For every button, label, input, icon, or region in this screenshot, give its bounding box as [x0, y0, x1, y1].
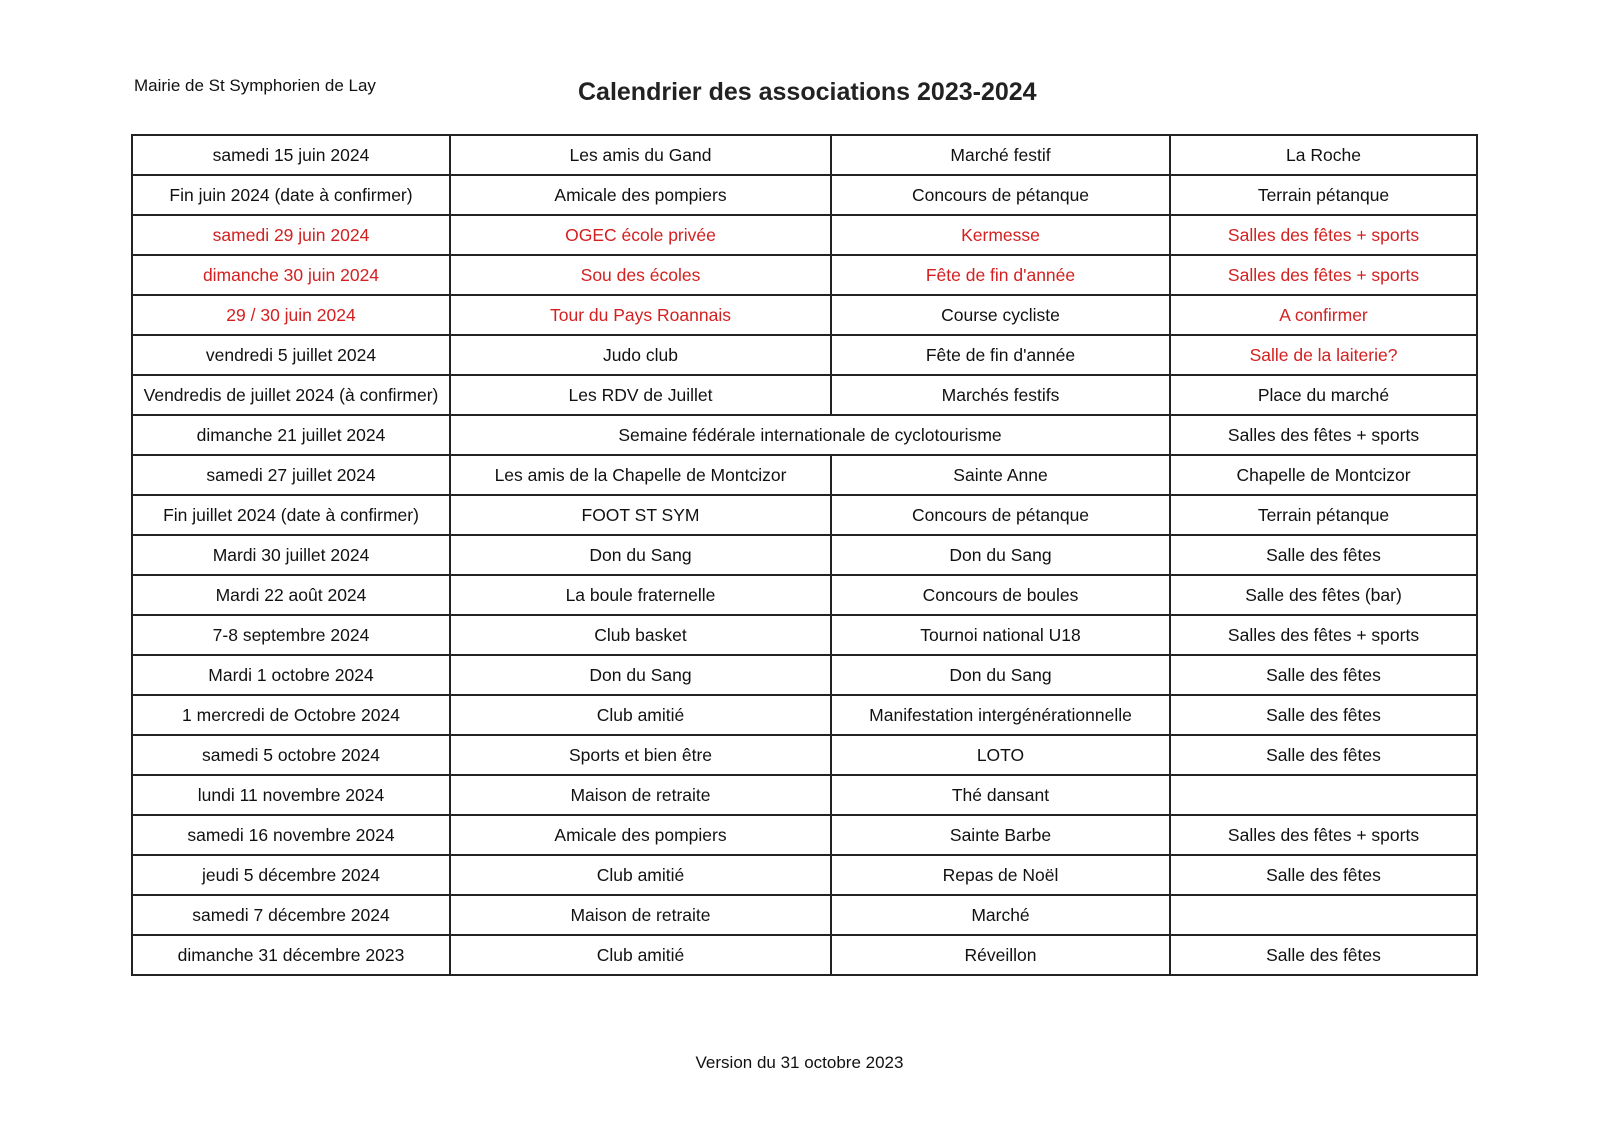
page-title: Calendrier des associations 2023-2024 — [578, 78, 1037, 106]
association-cell: Don du Sang — [450, 535, 831, 575]
location-cell: Salle des fêtes — [1170, 935, 1477, 975]
date-cell: Mardi 22 août 2024 — [132, 575, 450, 615]
location-cell: A confirmer — [1170, 295, 1477, 335]
location-cell: Salles des fêtes + sports — [1170, 215, 1477, 255]
association-cell: Maison de retraite — [450, 895, 831, 935]
location-cell — [1170, 775, 1477, 815]
event-cell: Manifestation intergénérationnelle — [831, 695, 1170, 735]
location-cell — [1170, 895, 1477, 935]
association-cell: Don du Sang — [450, 655, 831, 695]
event-cell: LOTO — [831, 735, 1170, 775]
association-cell: Judo club — [450, 335, 831, 375]
location-cell: Salle des fêtes — [1170, 735, 1477, 775]
association-cell: Amicale des pompiers — [450, 175, 831, 215]
location-cell: Salle des fêtes — [1170, 855, 1477, 895]
events-table — [131, 134, 1478, 976]
date-cell: jeudi 5 décembre 2024 — [132, 855, 450, 895]
table-row — [132, 655, 1477, 695]
event-cell: Marché festif — [831, 135, 1170, 175]
event-cell: Concours de boules — [831, 575, 1170, 615]
event-cell: Concours de pétanque — [831, 495, 1170, 535]
table-row — [132, 375, 1477, 415]
event-cell: Fête de fin d'année — [831, 335, 1170, 375]
association-cell: Sou des écoles — [450, 255, 831, 295]
event-cell: Don du Sang — [831, 655, 1170, 695]
association-cell: Tour du Pays Roannais — [450, 295, 831, 335]
event-cell: Repas de Noël — [831, 855, 1170, 895]
association-cell: Club amitié — [450, 935, 831, 975]
location-cell: Salle des fêtes — [1170, 695, 1477, 735]
date-cell: Vendredis de juillet 2024 (à confirmer) — [132, 375, 450, 415]
association-cell: Club amitié — [450, 855, 831, 895]
table-row — [132, 255, 1477, 295]
date-cell: dimanche 30 juin 2024 — [132, 255, 450, 295]
date-cell: samedi 15 juin 2024 — [132, 135, 450, 175]
event-cell: Course cycliste — [831, 295, 1170, 335]
date-cell: Mardi 30 juillet 2024 — [132, 535, 450, 575]
date-cell: samedi 16 novembre 2024 — [132, 815, 450, 855]
event-cell: Tournoi national U18 — [831, 615, 1170, 655]
date-cell: lundi 11 novembre 2024 — [132, 775, 450, 815]
location-cell: Place du marché — [1170, 375, 1477, 415]
location-cell: La Roche — [1170, 135, 1477, 175]
location-cell: Salles des fêtes + sports — [1170, 815, 1477, 855]
event-cell: Fête de fin d'année — [831, 255, 1170, 295]
date-cell: samedi 29 juin 2024 — [132, 215, 450, 255]
date-cell: Mardi 1 octobre 2024 — [132, 655, 450, 695]
version-footer: Version du 31 octobre 2023 — [695, 1053, 904, 1072]
date-cell: Fin juin 2024 (date à confirmer) — [132, 175, 450, 215]
date-cell: 29 / 30 juin 2024 — [132, 295, 450, 335]
date-cell: 1 mercredi de Octobre 2024 — [132, 695, 450, 735]
merged-event-cell: Semaine fédérale internationale de cyclotourisme — [450, 415, 1170, 455]
association-cell: Club amitié — [450, 695, 831, 735]
association-cell: Les amis du Gand — [450, 135, 831, 175]
organization-name: Mairie de St Symphorien de Lay — [134, 76, 376, 95]
table-row — [132, 855, 1477, 895]
event-cell: Concours de pétanque — [831, 175, 1170, 215]
association-cell: Les amis de la Chapelle de Montcizor — [450, 455, 831, 495]
location-cell: Terrain pétanque — [1170, 495, 1477, 535]
date-cell: samedi 7 décembre 2024 — [132, 895, 450, 935]
association-cell: Sports et bien être — [450, 735, 831, 775]
table-row — [132, 815, 1477, 855]
location-cell: Salle de la laiterie? — [1170, 335, 1477, 375]
location-cell: Salles des fêtes + sports — [1170, 255, 1477, 295]
date-cell: dimanche 31 décembre 2023 — [132, 935, 450, 975]
table-row — [132, 615, 1477, 655]
table-row — [132, 175, 1477, 215]
table-row — [132, 415, 1477, 455]
association-cell: FOOT ST SYM — [450, 495, 831, 535]
location-cell: Salle des fêtes — [1170, 535, 1477, 575]
date-cell: samedi 5 octobre 2024 — [132, 735, 450, 775]
table-row — [132, 935, 1477, 975]
location-cell: Salles des fêtes + sports — [1170, 415, 1477, 455]
association-cell: Maison de retraite — [450, 775, 831, 815]
association-cell: Amicale des pompiers — [450, 815, 831, 855]
location-cell: Terrain pétanque — [1170, 175, 1477, 215]
date-cell: vendredi 5 juillet 2024 — [132, 335, 450, 375]
location-cell: Salles des fêtes + sports — [1170, 615, 1477, 655]
location-cell: Salle des fêtes — [1170, 655, 1477, 695]
table-row — [132, 495, 1477, 535]
table-row — [132, 775, 1477, 815]
location-cell: Salle des fêtes (bar) — [1170, 575, 1477, 615]
date-cell: 7-8 septembre 2024 — [132, 615, 450, 655]
association-cell: Les RDV de Juillet — [450, 375, 831, 415]
table-row — [132, 735, 1477, 775]
event-cell: Sainte Anne — [831, 455, 1170, 495]
association-cell: La boule fraternelle — [450, 575, 831, 615]
table-row — [132, 215, 1477, 255]
date-cell: samedi 27 juillet 2024 — [132, 455, 450, 495]
location-cell: Chapelle de Montcizor — [1170, 455, 1477, 495]
table-row — [132, 455, 1477, 495]
table-row — [132, 535, 1477, 575]
association-cell: OGEC école privée — [450, 215, 831, 255]
event-cell: Thé dansant — [831, 775, 1170, 815]
event-cell: Réveillon — [831, 935, 1170, 975]
event-cell: Marché — [831, 895, 1170, 935]
event-cell: Marchés festifs — [831, 375, 1170, 415]
association-cell: Club basket — [450, 615, 831, 655]
table-row — [132, 335, 1477, 375]
date-cell: Fin juillet 2024 (date à confirmer) — [132, 495, 450, 535]
table-row — [132, 135, 1477, 175]
date-cell: dimanche 21 juillet 2024 — [132, 415, 450, 455]
event-cell: Kermesse — [831, 215, 1170, 255]
table-row — [132, 695, 1477, 735]
table-row — [132, 575, 1477, 615]
event-cell: Sainte Barbe — [831, 815, 1170, 855]
table-row — [132, 895, 1477, 935]
table-row — [132, 295, 1477, 335]
event-cell: Don du Sang — [831, 535, 1170, 575]
